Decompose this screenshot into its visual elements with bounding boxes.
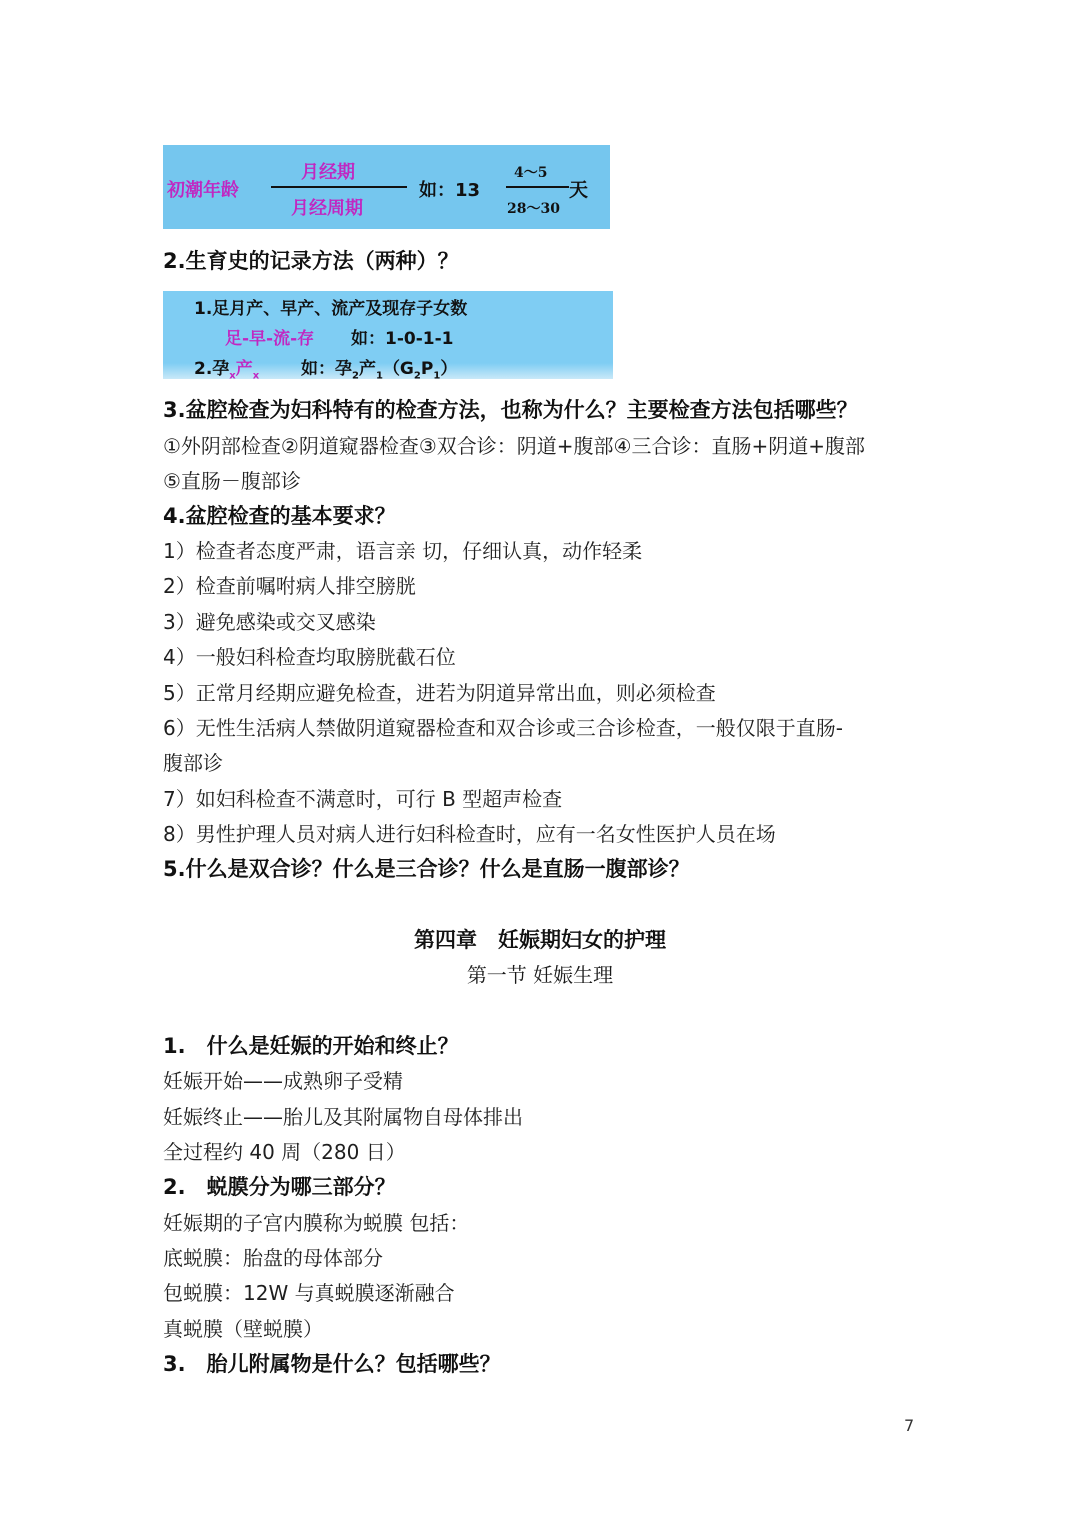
reproductive-history-image — [163, 291, 613, 382]
list-item: 6）无性生活病人禁做阴道窥器检查和双合诊或三合诊检查，一般仅限于直肠- — [163, 716, 843, 740]
section-title: 第一节 妊娠生理 — [466, 963, 614, 987]
answer-3-line-2: ⑤直肠－腹部诊 — [163, 469, 301, 493]
chapter-title: 第四章 妊娠期妇女的护理 — [414, 928, 666, 952]
question-4: 4.盆腔检查的基本要求？ — [163, 504, 396, 528]
list-item: 真蜕膜（壁蜕膜） — [163, 1317, 323, 1341]
list-item: 底蜕膜：胎盘的母体部分 — [163, 1246, 383, 1270]
formula-example-period: 4～5 — [514, 165, 548, 181]
list-item: 妊娠终止——胎儿及其附属物自母体排出 — [163, 1105, 523, 1129]
formula-cycle-length: 月经周期 — [291, 198, 363, 219]
list-item: 1）检查者态度严肃，语言亲 切，仔细认真，动作轻柔 — [163, 539, 643, 563]
list-item: 妊娠期的子宫内膜称为蜕膜 包括： — [163, 1211, 470, 1235]
list-item: 4）一般妇科检查均取膀胱截石位 — [163, 645, 456, 669]
section-question-1: 1. 什么是妊娠的开始和终止？ — [163, 1034, 459, 1058]
list-item: 腹部诊 — [163, 751, 223, 775]
list-item: 7）如妇科检查不满意时，可行 B 型超声检查 — [163, 787, 563, 811]
notation-line-1: 1.足月产、早产、流产及现存子女数 — [194, 299, 468, 319]
question-5: 5.什么是双合诊？什么是三合诊？什么是直肠一腹部诊？ — [163, 857, 690, 881]
question-3: 3.盆腔检查为妇科特有的检查方法，也称为什么？主要检查方法包括哪些？ — [163, 398, 858, 422]
formula-period-length: 月经期 — [301, 162, 355, 183]
section-question-3: 3. 胎儿附属物是什么？包括哪些？ — [163, 1352, 501, 1376]
list-item: 全过程约 40 周（280 日） — [163, 1140, 406, 1164]
notation-line-3: 2.孕$_x$产$_x$ — [194, 359, 260, 382]
page-number: 7 — [904, 1416, 915, 1435]
list-item: 5）正常月经期应避免检查，进若为阴道异常出血，则必须检查 — [163, 681, 716, 705]
answer-3-line-1: ①外阴部检查②阴道窥器检查③双合诊：阴道+腹部④三合诊：直肠+阴道+腹部 — [163, 434, 865, 458]
list-item: 包蜕膜：12W 与真蜕膜逐渐融合 — [163, 1281, 455, 1305]
list-item: 2）检查前嘱咐病人排空膀胱 — [163, 574, 416, 598]
notation-line-2-label: 足-早-流-存 — [225, 329, 315, 349]
section-question-2: 2. 蜕膜分为哪三部分？ — [163, 1175, 396, 1199]
formula-fraction-bar — [271, 186, 407, 188]
formula-example-cycle: 28～30 — [507, 201, 560, 217]
notation-line-2-example: 如：1-0-1-1 — [351, 329, 454, 349]
notation-line-3-example: 如：孕$_2$产$_1(G_2P_1)$ — [301, 359, 458, 382]
menstrual-formula-image — [163, 145, 610, 229]
list-item: 8）男性护理人员对病人进行妇科检查时，应有一名女性医护人员在场 — [163, 822, 776, 846]
formula-unit: 天 — [569, 179, 589, 201]
formula-example-bar — [506, 186, 569, 188]
formula-example: 如：13 — [419, 180, 481, 201]
question-2: 2.生育史的记录方法（两种）？ — [163, 249, 459, 273]
list-item: 妊娠开始——成熟卵子受精 — [163, 1069, 403, 1093]
formula-menarche-age: 初潮年龄 — [167, 180, 239, 201]
list-item: 3）避免感染或交叉感染 — [163, 610, 376, 634]
